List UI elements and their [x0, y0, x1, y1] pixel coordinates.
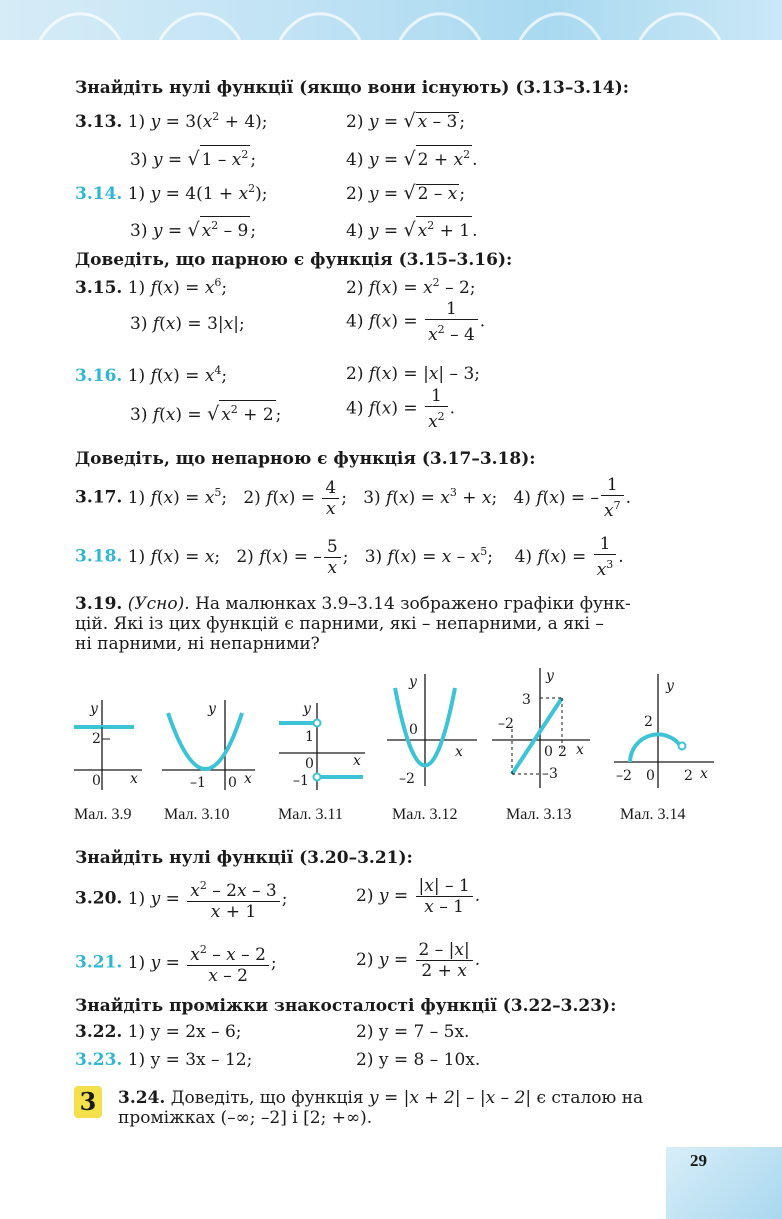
exercise-3-21: 3.21. 1) y = $\frac{x^2 - x - 2}{x - 2}$ ; [75, 940, 277, 986]
text: Доведіть, що функція [170, 1088, 364, 1108]
item: 4) y = √ $x^2 + 1$ . [346, 216, 478, 241]
text: На малюнках 3.9–3.14 зображено графіки функ- [195, 594, 631, 614]
svg-text:y: y [208, 701, 216, 717]
item: 2) y = 7 – 5x. [356, 1022, 470, 1042]
caption-3-9: Мал. 3.9 [74, 806, 132, 823]
page-banner [0, 0, 782, 40]
exercise-number: 3.18. [75, 546, 123, 567]
exercise-3-18: 3.18. 1) f(x) = x; 2) f(x) = – $\frac{5}{x}$ ; 3) $f(x) = x - x^5$; 4) f(x) = $\frac{1}{x^3}$ . [75, 534, 624, 580]
exercise-3-17: 3.17. 1) $f(x) = x^5$; 2) f(x) = $\frac{4}{x}$ ; 3) $f(x) = x^3 + x$; 4) f(x) = – $\frac{1}{x^7}$ . [75, 475, 632, 521]
svg-text:y: y [666, 678, 674, 694]
exercise-3-19-line3: ні парними, ні непарними? [75, 634, 320, 654]
exercise-3-23 [75, 1050, 252, 1070]
svg-text:2: 2 [92, 731, 101, 747]
exercise-3-14-row1: 3.14. 1) $y = 4(1 + x^2)$; [75, 182, 268, 204]
formula: y = |x + 2| – |x – 2| [369, 1088, 532, 1108]
svg-text:–2: –2 [399, 771, 415, 787]
section-header-zeros-2: Знайдіть нулі функції (3.20–3.21): [75, 848, 413, 868]
svg-text:x: x [130, 771, 138, 787]
item: 1) y = 2x – 6; [127, 1022, 242, 1042]
svg-text:–2: –2 [498, 716, 514, 732]
exercise-3-13-row1 [75, 110, 268, 132]
svg-text:0: 0 [92, 773, 101, 789]
svg-text:–1: –1 [293, 773, 309, 789]
exercise-number: 3.14. [75, 184, 123, 204]
section-header-odd: Доведіть, що непарною є функція (3.17–3.18): [75, 449, 536, 469]
svg-text:y: y [409, 674, 417, 690]
exercise-number: 3.21. [75, 952, 123, 973]
svg-text:–3: –3 [542, 766, 558, 782]
section-header-even: Доведіть, що парною є функція (3.15–3.16): [75, 250, 513, 270]
svg-text:y: y [303, 701, 311, 717]
svg-text:x: x [244, 771, 252, 787]
item: 2) f(x) = |x| – 3; [346, 364, 480, 384]
text: є сталою на [536, 1088, 644, 1108]
caption-3-12: Мал. 3.12 [392, 806, 458, 823]
item: 3) y = √ $1 - x^2$ ; [130, 145, 256, 170]
svg-text:3: 3 [522, 692, 531, 708]
svg-text:x: x [353, 753, 361, 769]
svg-text:y: y [546, 668, 554, 684]
caption-3-10: Мал. 3.10 [164, 806, 230, 823]
exercise-number: 3.22. [75, 1022, 123, 1042]
exercise-3-19-line1 [75, 594, 631, 614]
svg-text:2: 2 [558, 744, 567, 760]
graph-3-12 [385, 668, 479, 788]
exercise-number: 3.17. [75, 487, 123, 508]
item: 4) f(x) = $\frac{1}{x^2 - 4}$ . [346, 299, 486, 345]
exercise-3-24-line1 [118, 1088, 643, 1108]
exercise-3-20: 3.20. 1) y = $\frac{x^2 - 2x - 3}{x + 1}$ ; [75, 876, 287, 922]
section-header-sign: Знайдіть проміжки знакосталості функції (3.22–3.23): [75, 996, 617, 1016]
exercise-number: 3.23. [75, 1050, 123, 1070]
item: 2) y = √ x – 3 ; [346, 110, 466, 132]
svg-text:1: 1 [305, 729, 314, 745]
graph-3-9 [72, 695, 144, 795]
graph-3-14 [612, 668, 716, 792]
exercise-3-19-line2: цій. Які із цих функцій є парними, які – непарними, а які – [75, 614, 604, 634]
svg-text:0: 0 [305, 756, 314, 772]
caption-3-14: Мал. 3.14 [620, 806, 686, 823]
banner-pattern [0, 0, 782, 40]
graph-3-11 [275, 695, 367, 795]
svg-text:–1: –1 [190, 775, 206, 791]
exercise-number: 3.19. [75, 594, 123, 614]
oral-note: (Усно). [127, 594, 190, 614]
item: 1) $y = 3(x^2 + 4)$; [127, 110, 268, 132]
exercise-number: 3.13. [75, 112, 123, 132]
item: 3) f(x) = 3|x|; [130, 314, 245, 334]
exercise-3-24-line2: проміжках (–∞; –2] і [2; +∞). [118, 1108, 373, 1128]
svg-text:x: x [455, 744, 463, 760]
item: 3) y = √ $x^2 - 9$ ; [130, 216, 256, 241]
section-header-zeros: Знайдіть нулі функції (якщо вони існують) (3.13–3.14): [75, 78, 630, 98]
item: 2) $f(x) = x^2 - 2$; [346, 276, 476, 298]
svg-text:x: x [576, 742, 584, 758]
caption-3-11: Мал. 3.11 [278, 806, 343, 823]
item: 3) f(x) = √ $x^2 + 2$ ; [130, 400, 281, 425]
page-number: 29 [690, 1151, 707, 1170]
exercise-3-16-row1: 3.16. 1) $f(x) = x^4$; [75, 364, 228, 386]
item: 4) f(x) = $\frac{1}{x^2}$ . [346, 386, 456, 432]
item: 2) y = $\frac{2 - |x|}{2 + x}$ . [356, 940, 481, 981]
exercise-number: 3.15. [75, 278, 123, 298]
svg-text:0: 0 [228, 775, 237, 791]
item: 4) y = √ $2 + x^2$ . [346, 145, 478, 170]
svg-text:0: 0 [409, 722, 418, 738]
page-corner-decoration [666, 1147, 782, 1219]
svg-text:y: y [90, 701, 98, 717]
exercise-number: 3.24. [118, 1088, 166, 1108]
svg-text:0: 0 [544, 744, 553, 760]
svg-text:0: 0 [646, 768, 655, 784]
exercise-3-15-row1: 3.15. 1) $f(x) = x^6$; [75, 276, 228, 298]
svg-text:2: 2 [684, 768, 693, 784]
svg-text:x: x [700, 766, 708, 782]
level-badge: 3 [74, 1086, 102, 1118]
svg-text:2: 2 [644, 714, 653, 730]
graph-3-10 [160, 695, 258, 795]
item: 2) y = √ 2 – x ; [346, 182, 466, 204]
graph-3-13 [490, 664, 592, 792]
item: 1) y = 3x – 12; [127, 1050, 253, 1070]
caption-3-13: Мал. 3.13 [506, 806, 572, 823]
exercise-number: 3.16. [75, 366, 123, 386]
item: 2) y = $\frac{|x| - 1}{x - 1}$ . [356, 876, 481, 917]
svg-text:–2: –2 [616, 768, 632, 784]
exercise-number: 3.20. [75, 888, 123, 909]
exercise-3-22 [75, 1022, 242, 1042]
item: 2) y = 8 – 10x. [356, 1050, 481, 1070]
